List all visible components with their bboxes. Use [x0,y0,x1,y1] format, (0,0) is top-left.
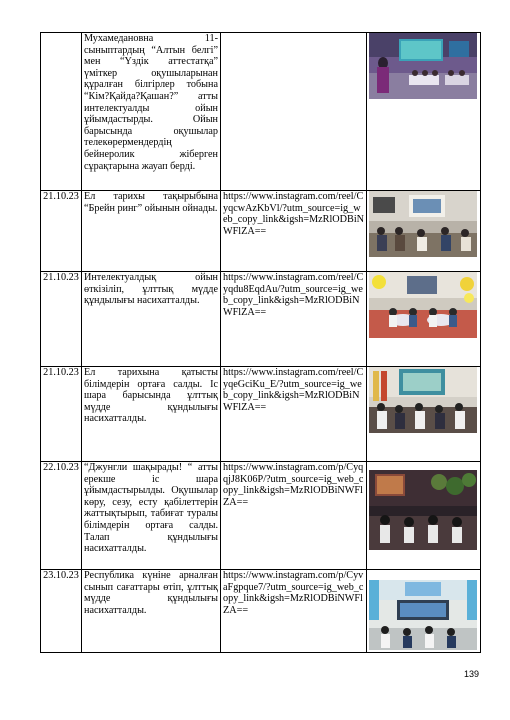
photo-cell [367,33,481,191]
description-cell: “Джунгли шақырады! “ атты ерекше іс шара ұйымдастырылды. Оқушылар көру, сезу, есту қабілеттерін жаттықтырып, табиғат туралы білімдерін ортаға салды. Талап құндылығы насихатталды. [82,462,221,570]
photo-cell [367,462,481,570]
date-cell [41,33,82,191]
link-cell[interactable]: https://www.instagram.com/reel/CyqeGciKu_E/?utm_source=ig_web_copy_link&igsh=MzRlODBiNWFlZA== [221,367,367,462]
description-cell: Республика күніне арналған сынып сағаттары өтіп, ұлттық мүдде құндылығы насихатталды. [82,570,221,653]
description-cell: Интелектуалдық ойын өткізіліп, ұлттық мүдде құндылығы насихатталды. [82,272,221,367]
photo-cell [367,272,481,367]
brain-ring-photo [369,191,477,257]
events-table [40,32,481,653]
class-hour-photo [369,580,477,650]
table-row [41,367,481,462]
table-row [41,33,481,191]
page-number: 139 [464,669,480,679]
classroom-quiz-photo [369,33,477,99]
link-cell[interactable]: https://www.instagram.com/p/CyvaFgpque7/?utm_source=ig_web_copy_link&igsh=MzRlODBiNWFlZA== [221,570,367,653]
jungle-event-photo [369,470,477,550]
description-cell: Ел тарихы тақырыбына “Брейн ринг” ойынын ойнады. [82,191,221,272]
description-cell: Ел тарихына қатысты білімдерін ортаға салды. Іс шара барысында ұлттық мүдде құндылығы насихатталды. [82,367,221,462]
date-cell: 23.10.23 [41,570,82,653]
description-cell: Мухамедановна 11-сыныптардың “Алтын белгі” мен “Үздік аттестатқа” үміткер оқушыларынан құралған білгірлер тобына “Кім?Қайда?Қашан?” атты интелектуалды ойын ұйымдастырды. Ойын барысында оқушылар телекөрермендердің бейнеролик жіберген сұрақтарына жауап берді. [82,33,221,191]
date-cell: 21.10.23 [41,272,82,367]
photo-cell [367,191,481,272]
link-cell[interactable]: https://www.instagram.com/reel/Cyqdu8EqdAu/?utm_source=ig_web_copy_link&igsh=MzRlODBiNWFlZA== [221,272,367,367]
date-cell: 21.10.23 [41,367,82,462]
history-event-photo [369,367,477,433]
table-row [41,272,481,367]
date-cell: 22.10.23 [41,462,82,570]
table-row [41,191,481,272]
photo-cell [367,367,481,462]
link-cell [221,33,367,191]
link-cell[interactable]: https://www.instagram.com/reel/CyqcwAzKbVl/?utm_source=ig_web_copy_link&igsh=MzRlODBiNWFlZA== [221,191,367,272]
table-row [41,570,481,653]
link-cell[interactable]: https://www.instagram.com/p/CyqqjJ8K06P/?utm_source=ig_web_copy_link&igsh=MzRlODBiNWFlZA== [221,462,367,570]
table-row [41,462,481,570]
intellectual-game-photo [369,272,477,338]
photo-cell [367,570,481,653]
date-cell: 21.10.23 [41,191,82,272]
